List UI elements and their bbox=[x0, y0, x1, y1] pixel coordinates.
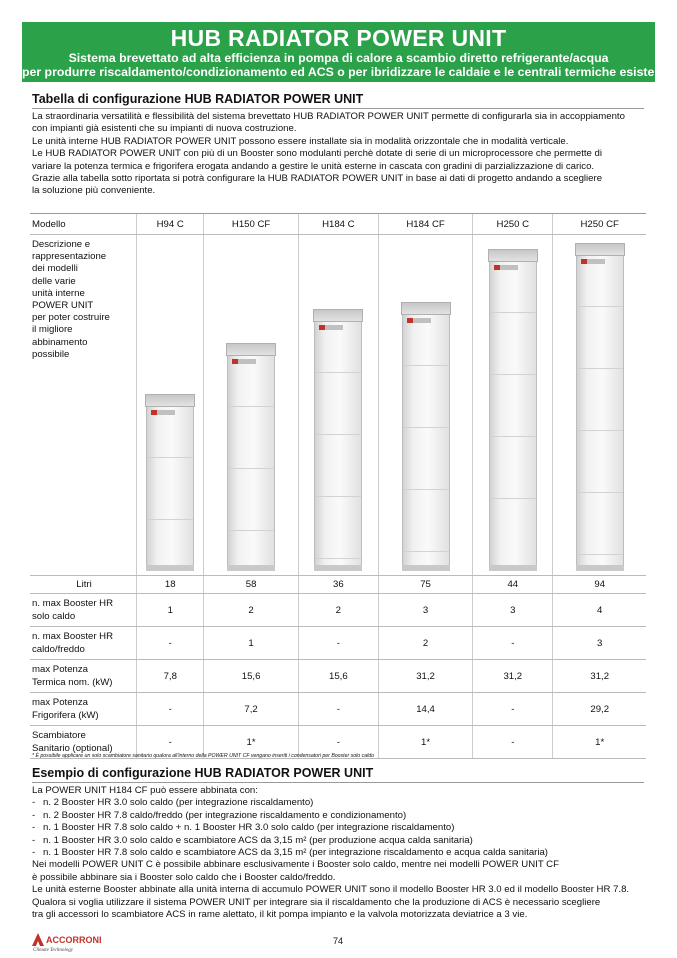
unit-h184-cf-image bbox=[402, 302, 450, 571]
row-label bbox=[30, 594, 137, 627]
bullet-text: n. 1 Booster HR 3.0 solo caldo e scambiatore ACS da 3,15 m² (per produzione acqua calda sanitaria) bbox=[43, 834, 473, 846]
description-cell bbox=[30, 235, 137, 576]
example-line: Qualora si voglia utilizzare il sistema POWER UNIT per integrare sia il riscaldamento che la produzione di ACS è necessario scegliere bbox=[32, 896, 601, 908]
table-cell: 2 bbox=[378, 627, 472, 660]
bullet-text: n. 1 Booster HR 7.8 solo caldo + n. 1 Booster HR 3.0 solo caldo (per integrazione riscaldamento) bbox=[43, 822, 455, 834]
table-footnote: * È possibile applicare un solo scambiatore sanitario qualora all'interno della POWER UNIT CF vengano inseriti i condensatori per Booster solo caldo bbox=[32, 753, 375, 759]
bullet-marker: - bbox=[32, 834, 36, 846]
bullet-marker: - bbox=[32, 797, 36, 809]
model-header-h150-cf: H150 CF bbox=[204, 214, 298, 235]
unit-h250-c-image bbox=[489, 249, 537, 571]
table-cell: 3 bbox=[553, 627, 646, 660]
intro-line: Le HUB RADIATOR POWER UNIT con più di un Booster sono modulanti perchè dotate di serie di un microprocessore che permette di bbox=[32, 148, 603, 160]
bullet-text: n. 2 Booster HR 7.8 caldo/freddo (per integrazione riscaldamento e condizionamento) bbox=[43, 809, 407, 821]
intro-line: variare la potenza termica e frigorifera erogata andando a gestire le unità esterne in cascata con gradini di parzializzazione di carico. bbox=[32, 160, 595, 172]
unit-image-cell bbox=[298, 235, 378, 576]
model-header-h184-cf: H184 CF bbox=[378, 214, 472, 235]
row-label bbox=[30, 576, 137, 594]
example-line: Le unità esterne Booster abbinate alla unità interna di accumulo POWER UNIT sono il modello Booster HR 3.0 ed il modello Booster HR 7.8. bbox=[32, 884, 630, 896]
bullet-marker: - bbox=[32, 809, 36, 821]
unit-image-cell bbox=[378, 235, 472, 576]
model-header-h184-c: H184 C bbox=[298, 214, 378, 235]
subtitle-line-2: per produrre riscaldamento/condizionamento ed ACS o per ibridizzare le caldaie e le centrali termiche esistenti bbox=[22, 65, 670, 79]
configuration-table bbox=[30, 213, 646, 759]
page-title: HUB RADIATOR POWER UNIT bbox=[170, 25, 507, 51]
table-cell: 7,8 bbox=[137, 660, 204, 693]
table-row bbox=[30, 660, 646, 693]
intro-line: La straordinaria versatilità e flessibilità del sistema brevettato HUB RADIATOR POWER UNIT permette di configurarla sia in accoppiamento bbox=[32, 111, 625, 122]
table-cell: 1 bbox=[137, 594, 204, 627]
description-line: unità interne bbox=[32, 287, 85, 299]
table-cell: 44 bbox=[473, 576, 553, 594]
description-line: rappresentazione bbox=[32, 251, 107, 263]
row-label-line: n. max Booster HR bbox=[32, 598, 114, 609]
table-cell: - bbox=[298, 693, 378, 726]
section-title-config-table: Tabella di configurazione HUB RADIATOR POWER UNIT bbox=[32, 92, 364, 106]
row-label-line: n. max Booster HR bbox=[32, 631, 114, 642]
table-cell: - bbox=[473, 627, 553, 660]
example-intro: La POWER UNIT H184 CF può essere abbinata con: bbox=[32, 785, 258, 796]
table-cell: 3 bbox=[473, 594, 553, 627]
accorroni-logo-icon bbox=[31, 928, 102, 953]
example-paragraph bbox=[32, 785, 648, 921]
row-label bbox=[30, 693, 137, 726]
table-cell: 31,2 bbox=[378, 660, 472, 693]
table-cell: 94 bbox=[553, 576, 646, 594]
logo-brand-text: ACCORRONI bbox=[46, 935, 102, 945]
model-header-h250-c: H250 C bbox=[473, 214, 553, 235]
description-line: delle varie bbox=[32, 275, 76, 287]
bullet-marker: - bbox=[32, 822, 36, 834]
table-cell: - bbox=[137, 693, 204, 726]
subtitle-line-1: Sistema brevettato ad alta efficienza in pompa di calore a scambio diretto refrigerante/acqua bbox=[68, 51, 609, 65]
description-line: Descrizione e bbox=[32, 239, 91, 250]
example-line: Nei modelli POWER UNIT C è possibile abbinare esclusivamente i Booster solo caldo, mentre nei modelli POWER UNIT CF bbox=[32, 859, 559, 871]
example-bullet-item bbox=[32, 822, 648, 834]
table-cell: - bbox=[473, 726, 553, 759]
row-label-line: Scambiatore bbox=[32, 730, 86, 741]
table-cell: 36 bbox=[298, 576, 378, 594]
bullet-marker: - bbox=[32, 847, 36, 859]
unit-logo-icon bbox=[232, 359, 256, 364]
model-header-h250-cf: H250 CF bbox=[553, 214, 646, 235]
row-label-line: caldo/freddo bbox=[32, 644, 85, 655]
divider bbox=[32, 782, 644, 783]
intro-line: Le unità interne HUB RADIATOR POWER UNIT possono essere installate sia in modalità orizzontale che in modalità verticale. bbox=[32, 135, 569, 147]
description-line: possibile bbox=[32, 348, 70, 360]
table-cell: 31,2 bbox=[553, 660, 646, 693]
description-line: il migliore bbox=[32, 324, 73, 336]
unit-logo-icon bbox=[494, 265, 518, 270]
table-cell: 29,2 bbox=[553, 693, 646, 726]
unit-image-cell bbox=[204, 235, 298, 576]
section-title-example: Esempio di configurazione HUB RADIATOR POWER UNIT bbox=[32, 766, 374, 780]
row-label-line: Frigorifera (kW) bbox=[32, 710, 99, 721]
model-label: Modello bbox=[30, 214, 137, 235]
row-label-line: solo caldo bbox=[32, 611, 76, 622]
description-line: POWER UNIT bbox=[32, 300, 94, 312]
table-cell: 15,6 bbox=[204, 660, 298, 693]
row-label-line: Litri bbox=[76, 579, 92, 590]
description-line: dei modelli bbox=[32, 263, 78, 275]
table-cell: - bbox=[298, 627, 378, 660]
intro-line: la soluzione più conveniente. bbox=[32, 185, 156, 197]
unit-image-cell bbox=[553, 235, 646, 576]
table-cell: 1 bbox=[204, 627, 298, 660]
brand-logo bbox=[31, 928, 102, 957]
model-header-h94-c: H94 C bbox=[137, 214, 204, 235]
table-cell: - bbox=[298, 726, 378, 759]
row-label-line: max Potenza bbox=[32, 664, 88, 675]
unit-image-cell bbox=[137, 235, 204, 576]
intro-line: con impianti già esistenti che su impianti di nuova costruzione. bbox=[32, 123, 297, 135]
page-number: 74 bbox=[333, 936, 344, 946]
intro-paragraph bbox=[32, 111, 648, 198]
table-image-row bbox=[30, 235, 646, 576]
table-cell: - bbox=[137, 627, 204, 660]
unit-logo-icon bbox=[407, 318, 431, 323]
example-line: è possibile abbinare sia i Booster solo caldo che i Booster caldo/freddo. bbox=[32, 871, 336, 883]
example-bullet-item bbox=[32, 810, 648, 822]
table-cell: 18 bbox=[137, 576, 204, 594]
example-bullet-item bbox=[32, 835, 648, 847]
unit-h150-cf-image bbox=[227, 343, 275, 571]
table-cell: 2 bbox=[204, 594, 298, 627]
table-cell: 58 bbox=[204, 576, 298, 594]
table-row bbox=[30, 627, 646, 660]
description-line: per poter costruire bbox=[32, 312, 110, 324]
table-cell: 31,2 bbox=[473, 660, 553, 693]
row-label-line: Sanitario (optional) bbox=[32, 743, 113, 754]
table-cell: 4 bbox=[553, 594, 646, 627]
table-cell: 14,4 bbox=[378, 693, 472, 726]
unit-logo-icon bbox=[151, 410, 175, 415]
description-line: abbinamento bbox=[32, 336, 88, 348]
table-cell: 3 bbox=[378, 594, 472, 627]
unit-logo-icon bbox=[581, 259, 605, 264]
row-label bbox=[30, 660, 137, 693]
table-cell: 1* bbox=[204, 726, 298, 759]
bullet-text: n. 2 Booster HR 3.0 solo caldo (per integrazione riscaldamento) bbox=[43, 797, 314, 809]
table-row bbox=[30, 594, 646, 627]
intro-line: Grazie alla tabella sotto riportata si potrà configurare la HUB RADIATOR POWER UNIT in base ai dati di progetto andando a scegliere bbox=[32, 173, 603, 185]
header-banner bbox=[22, 22, 670, 82]
divider bbox=[32, 108, 644, 109]
example-line: tra gli accessori lo scambiatore ACS in rame alettato, il kit pompa impianto e la valvola motorizzata deviatrice a 3 vie. bbox=[32, 909, 528, 921]
table-header-row bbox=[30, 214, 646, 235]
unit-h250-cf-image bbox=[576, 243, 624, 571]
unit-h94-c-image bbox=[146, 394, 194, 571]
row-label-line: Termica nom. (kW) bbox=[32, 677, 113, 688]
table-cell: - bbox=[473, 693, 553, 726]
bullet-text: n. 1 Booster HR 7.8 solo caldo e scambiatore ACS da 3,15 m² (per integrazione riscaldamento e acqua calda sanitaria) bbox=[43, 847, 549, 859]
logo-tagline-text: Climate Technology bbox=[33, 948, 73, 953]
table-cell: 15,6 bbox=[298, 660, 378, 693]
unit-logo-icon bbox=[319, 325, 343, 330]
table-row bbox=[30, 693, 646, 726]
row-label-line: max Potenza bbox=[32, 697, 88, 708]
unit-h184-c-image bbox=[314, 309, 362, 571]
table-cell: 1* bbox=[378, 726, 472, 759]
unit-image-cell bbox=[473, 235, 553, 576]
table-cell: 75 bbox=[378, 576, 472, 594]
table-cell: 2 bbox=[298, 594, 378, 627]
table-row bbox=[30, 576, 646, 594]
table-cell: 1* bbox=[553, 726, 646, 759]
table-cell: - bbox=[137, 726, 204, 759]
example-bullet-item bbox=[32, 797, 648, 809]
table-cell: 7,2 bbox=[204, 693, 298, 726]
example-bullet-item bbox=[32, 847, 648, 859]
row-label bbox=[30, 627, 137, 660]
